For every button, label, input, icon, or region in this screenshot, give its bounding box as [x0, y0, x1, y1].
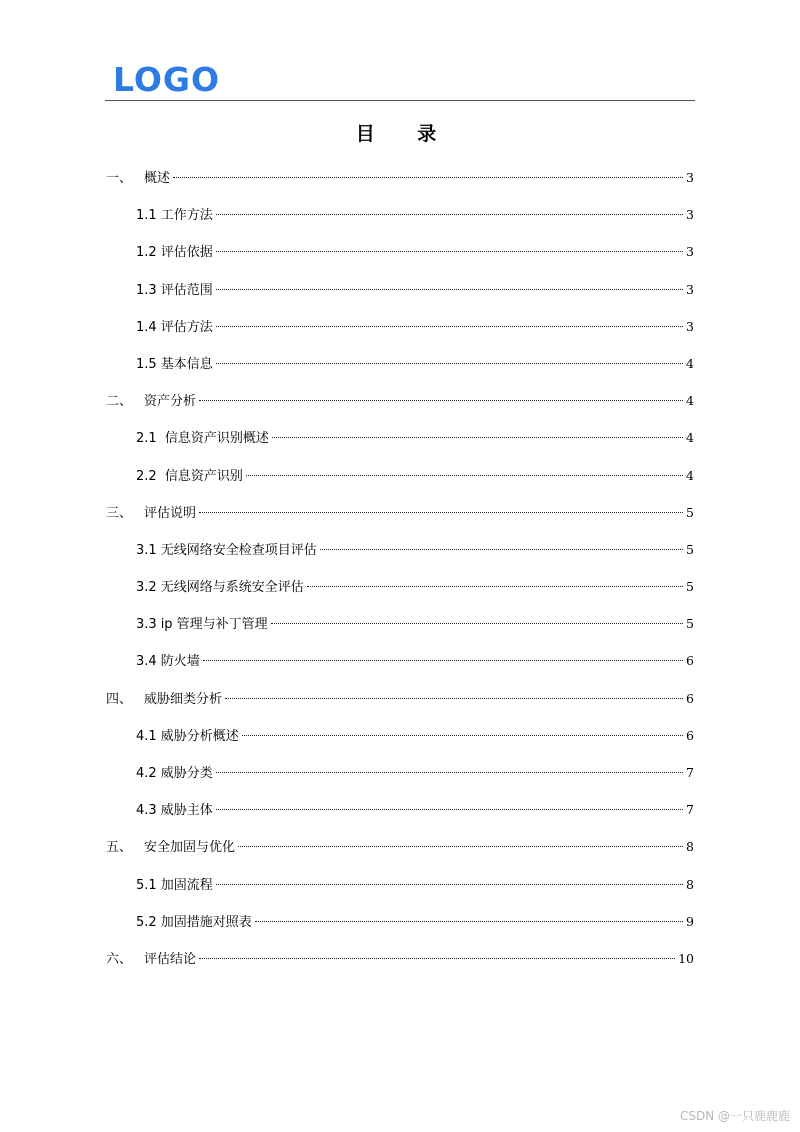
- toc-entry-number: 六、: [106, 951, 133, 967]
- toc-entry-text: 威胁分析概述: [160, 728, 239, 744]
- toc-entry-text: 安全加固与优化: [144, 840, 236, 856]
- toc-entry-text: 评估依据: [160, 245, 213, 261]
- toc-entry-text: 基本信息: [160, 356, 213, 372]
- toc-dot-leader: [216, 289, 683, 290]
- toc-dot-leader: [216, 772, 683, 773]
- toc-dot-leader: [272, 437, 683, 438]
- toc-entry-number: 一、: [106, 171, 133, 186]
- toc-entry[interactable]: [106, 165, 694, 202]
- toc-entry[interactable]: [106, 425, 694, 462]
- toc-entry-text: 威胁细类分析: [144, 691, 223, 707]
- toc-entry-label: [106, 835, 235, 860]
- toc-page-number: 7: [686, 765, 694, 780]
- toc-page-number: 4: [686, 393, 694, 409]
- toc-entry-label: [136, 798, 213, 823]
- toc-entry[interactable]: [106, 611, 694, 648]
- toc-entry[interactable]: [106, 537, 694, 574]
- toc-entry-number: 3.2: [136, 580, 157, 596]
- toc-page-number: 7: [686, 802, 694, 818]
- toc-dot-leader: [320, 549, 683, 550]
- toc-dot-leader: [307, 586, 683, 587]
- toc-entry-label: [106, 166, 170, 191]
- table-of-contents: [106, 165, 694, 983]
- toc-entry-label: [106, 947, 196, 972]
- toc-entry[interactable]: [106, 723, 694, 760]
- toc-page-number: 6: [686, 690, 694, 706]
- toc-page-number: 5: [686, 616, 694, 632]
- toc-entry-label: [106, 687, 222, 712]
- toc-entry-number: 5.1: [136, 877, 157, 893]
- toc-entry-text: 威胁主体: [160, 803, 213, 819]
- toc-dot-leader: [271, 623, 683, 624]
- toc-entry-label: [136, 426, 269, 451]
- toc-entry[interactable]: [106, 648, 694, 685]
- toc-dot-leader: [199, 958, 675, 959]
- toc-entry-label: [136, 203, 213, 228]
- toc-dot-leader: [238, 846, 683, 847]
- toc-page-number: 4: [686, 467, 694, 483]
- toc-page-number: 6: [686, 653, 694, 669]
- toc-entry-text: 无线网络安全检查项目评估: [160, 542, 317, 558]
- toc-entry-label: [136, 240, 213, 265]
- toc-dot-leader: [255, 921, 683, 922]
- toc-entry-text: 加固流程: [160, 877, 213, 893]
- toc-page-number: 3: [686, 318, 694, 334]
- toc-entry-number: 4.2: [136, 766, 157, 781]
- toc-entry[interactable]: [106, 797, 694, 834]
- toc-page-number: 3: [686, 170, 694, 185]
- toc-entry-label: [136, 464, 243, 489]
- toc-entry-label: [136, 724, 239, 749]
- toc-page-number: 3: [686, 207, 694, 223]
- toc-dot-leader: [216, 326, 683, 327]
- toc-entry-label: [136, 538, 317, 563]
- toc-entry-label: [136, 315, 213, 340]
- toc-page-number: 5: [686, 504, 694, 520]
- toc-entry-number: 1.3: [136, 282, 157, 298]
- toc-entry-number: 4.3: [136, 803, 157, 819]
- toc-entry-label: [106, 389, 196, 414]
- page-title: 目 录: [355, 123, 455, 145]
- toc-entry[interactable]: [106, 239, 694, 276]
- toc-entry[interactable]: [106, 686, 694, 723]
- toc-entry-label: [106, 501, 196, 526]
- toc-entry[interactable]: [106, 834, 694, 871]
- watermark: CSDN @一只鹿鹿鹿: [679, 1109, 790, 1123]
- toc-entry-text: 资产分析: [144, 394, 197, 410]
- toc-entry-text: 威胁分类: [160, 766, 213, 781]
- toc-entry-text: 无线网络与系统安全评估: [160, 580, 304, 596]
- toc-dot-leader: [199, 512, 683, 513]
- toc-dot-leader: [225, 698, 683, 699]
- toc-dot-leader: [216, 809, 683, 810]
- toc-page-number: 3: [686, 281, 694, 297]
- toc-entry[interactable]: [106, 909, 694, 946]
- toc-entry-number: 1.5: [136, 356, 157, 372]
- toc-dot-leader: [216, 251, 683, 252]
- toc-page-number: 5: [686, 579, 694, 595]
- toc-entry-text: 概述: [144, 171, 171, 186]
- toc-entry-text: 加固措施对照表: [160, 914, 252, 930]
- toc-entry-number: 4.1: [136, 728, 157, 744]
- toc-entry-label: [136, 910, 252, 935]
- toc-entry-text: 防火墙: [160, 654, 200, 670]
- toc-entry[interactable]: [106, 202, 694, 239]
- toc-entry-label: [136, 352, 213, 377]
- toc-entry-label: [136, 649, 200, 674]
- toc-entry-text: 评估方法: [160, 319, 213, 335]
- toc-page-number: 8: [686, 839, 694, 855]
- toc-entry-label: [136, 761, 213, 786]
- toc-dot-leader: [246, 475, 683, 476]
- toc-dot-leader: [216, 363, 683, 364]
- toc-entry-number: 2.2: [136, 468, 157, 484]
- toc-entry-number: 3.3: [136, 617, 157, 633]
- toc-entry[interactable]: [106, 463, 694, 500]
- toc-page-number: 6: [686, 727, 694, 743]
- toc-entry-label: [136, 612, 268, 637]
- toc-entry-text: 信息资产识别: [160, 468, 243, 484]
- toc-entry[interactable]: [106, 946, 694, 983]
- toc-entry-number: 1.1: [136, 208, 157, 224]
- toc-page-number: 9: [686, 913, 694, 929]
- toc-dot-leader: [216, 214, 683, 215]
- toc-entry-number: 1.2: [136, 245, 157, 261]
- toc-dot-leader: [216, 884, 683, 885]
- toc-entry[interactable]: [106, 277, 694, 314]
- toc-entry-text: 工作方法: [160, 208, 213, 224]
- toc-dot-leader: [242, 735, 683, 736]
- toc-page-number: 4: [686, 430, 694, 446]
- toc-entry-number: 三、: [106, 505, 133, 521]
- toc-page-number: 5: [686, 541, 694, 557]
- toc-page-number: 3: [686, 244, 694, 260]
- toc-entry[interactable]: [106, 872, 694, 909]
- toc-page-number: 4: [686, 355, 694, 371]
- toc-entry-text: 评估范围: [160, 282, 213, 298]
- toc-entry-number: 五、: [106, 840, 133, 856]
- toc-page-number: 8: [686, 876, 694, 892]
- toc-entry-number: 3.4: [136, 654, 157, 670]
- toc-entry[interactable]: [106, 500, 694, 537]
- toc-entry-number: 5.2: [136, 914, 157, 930]
- toc-entry[interactable]: [106, 388, 694, 425]
- toc-entry-text: 评估结论: [144, 951, 197, 967]
- toc-entry-label: [136, 575, 304, 600]
- toc-entry-number: 二、: [106, 394, 133, 410]
- toc-entry-text: ip 管理与补丁管理: [160, 617, 268, 633]
- toc-entry-number: 3.1: [136, 542, 157, 558]
- toc-entry-number: 2.1: [136, 431, 157, 447]
- toc-entry[interactable]: [106, 760, 694, 797]
- toc-entry-text: 信息资产识别概述: [160, 431, 269, 447]
- header-divider: [105, 100, 695, 101]
- toc-page-number: 10: [678, 950, 694, 966]
- logo: LOGO: [113, 60, 221, 99]
- toc-entry[interactable]: [106, 574, 694, 611]
- toc-dot-leader: [199, 400, 683, 401]
- toc-entry[interactable]: [106, 314, 694, 351]
- toc-entry-number: 四、: [106, 691, 133, 707]
- toc-dot-leader: [173, 177, 683, 178]
- toc-entry-label: [136, 873, 213, 898]
- toc-entry[interactable]: [106, 351, 694, 388]
- toc-dot-leader: [203, 660, 683, 661]
- toc-entry-label: [136, 278, 213, 303]
- toc-entry-text: 评估说明: [144, 505, 197, 521]
- toc-entry-number: 1.4: [136, 319, 157, 335]
